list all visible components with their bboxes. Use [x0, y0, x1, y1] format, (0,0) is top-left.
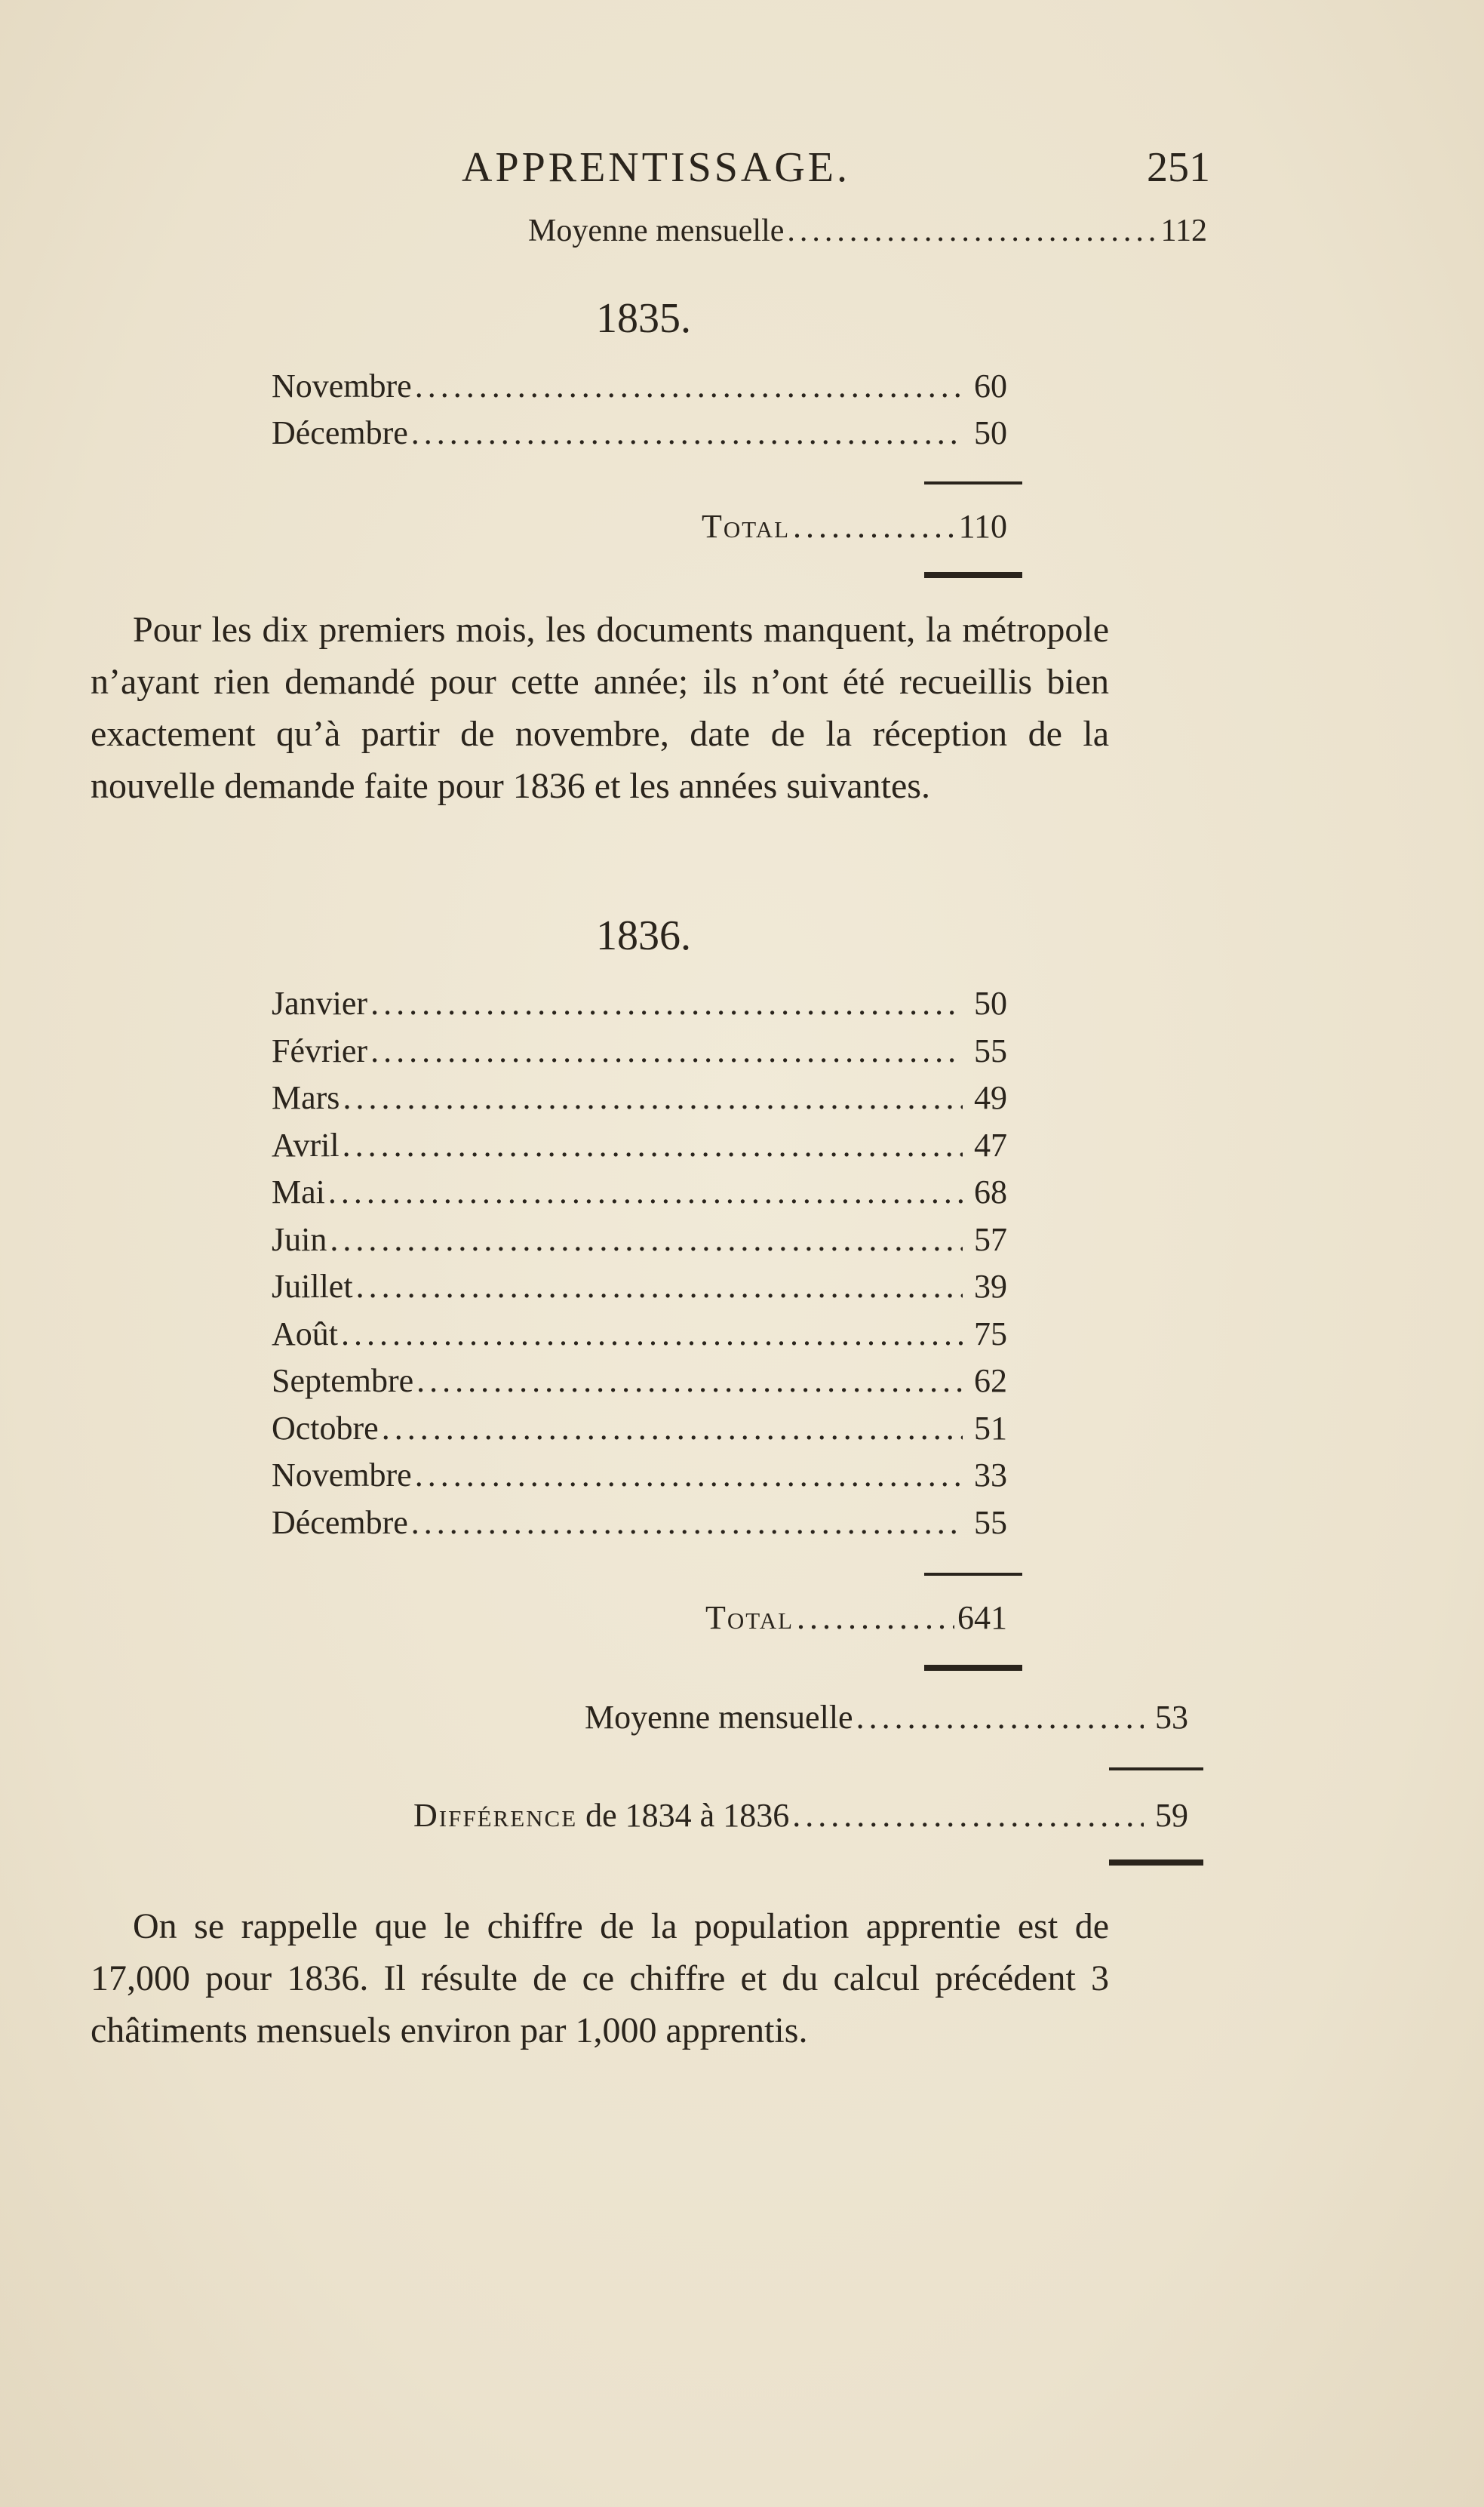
- year-heading-1836: 1836.: [596, 912, 691, 959]
- table-row: [272, 1503, 1007, 1549]
- table-row: [272, 1032, 1007, 1077]
- row-value: 55: [974, 1504, 1007, 1541]
- row-value: 68: [974, 1174, 1007, 1210]
- sum-rule: [924, 481, 1022, 484]
- total-row-1835: [702, 507, 1007, 552]
- table-row: [272, 1220, 1007, 1266]
- page-number: 251: [1147, 144, 1210, 191]
- row-label: Août: [272, 1315, 338, 1352]
- leader-dots: [787, 213, 1157, 249]
- leader-dots: [343, 1126, 963, 1164]
- leader-dots: [356, 1267, 963, 1306]
- paragraph-text: Pour les dix premiers mois, les documents manquent, la métropole n’ayant rien demandé pour cette année; ils n’ont été recueillis bien exactement qu’à partir de novembre, date de la réception de la nouvelle demande faite pour 1836 et les années suivantes.: [91, 610, 1109, 806]
- table-row: [272, 1456, 1007, 1501]
- table-row: [272, 414, 1007, 459]
- leader-dots: [415, 1456, 963, 1494]
- running-header-title: APPRENTISSAGE.: [462, 144, 850, 191]
- total-value: 110: [958, 508, 1007, 545]
- leader-dots: [411, 1503, 963, 1542]
- table-row: [272, 1315, 1007, 1360]
- leader-dots: [797, 1598, 954, 1637]
- row-value: 49: [974, 1079, 1007, 1116]
- total-row-1836: [705, 1598, 1007, 1644]
- average-value: 53: [1155, 1699, 1188, 1736]
- leader-dots: [792, 1796, 1144, 1835]
- total-label: Total: [705, 1599, 794, 1636]
- row-label: Septembre: [272, 1362, 414, 1399]
- row-label: Avril: [272, 1127, 340, 1164]
- row-value: 60: [974, 368, 1007, 405]
- leader-dots: [856, 1698, 1144, 1736]
- difference-label-rest: de 1834 à 1836: [585, 1797, 790, 1834]
- difference-value: 59: [1155, 1797, 1188, 1834]
- row-label: Mai: [272, 1174, 325, 1210]
- average-label: Moyenne mensuelle: [585, 1699, 853, 1736]
- row-value: 33: [974, 1457, 1007, 1493]
- row-value: 50: [974, 414, 1007, 451]
- paragraph-text: On se rappelle que le chiffre de la population apprentie est de 17,000 pour 1836. Il résulte de ce chiffre et du calcul précédent 3 châtiments mensuels environ par 1,000 apprentis.: [91, 1906, 1109, 2050]
- leader-dots: [341, 1315, 963, 1353]
- leader-dots: [793, 507, 956, 546]
- row-value: 51: [974, 1410, 1007, 1447]
- difference-row: [413, 1796, 1188, 1841]
- leader-dots: [343, 1078, 963, 1117]
- row-label: Janvier: [272, 985, 368, 1022]
- double-rule: [1109, 1859, 1203, 1866]
- leader-dots: [382, 1409, 963, 1447]
- row-label: Mars: [272, 1079, 340, 1116]
- row-value: 39: [974, 1268, 1007, 1305]
- row-label: Novembre: [272, 1457, 412, 1493]
- row-value: 75: [974, 1315, 1007, 1352]
- carryover-average-row: [528, 213, 1207, 258]
- double-rule: [924, 1665, 1022, 1671]
- year-heading-1835: 1835.: [596, 295, 691, 342]
- table-row: [272, 1173, 1007, 1218]
- table-row: [272, 1361, 1007, 1407]
- row-label: Octobre: [272, 1410, 379, 1447]
- table-row: [272, 1126, 1007, 1171]
- leader-dots: [415, 367, 963, 405]
- row-label: Novembre: [272, 368, 412, 405]
- difference-rule: [1109, 1767, 1203, 1770]
- carryover-average-label: Moyenne mensuelle: [528, 214, 785, 248]
- row-value: 50: [974, 985, 1007, 1022]
- row-label: Décembre: [272, 414, 408, 451]
- sum-rule: [924, 1573, 1022, 1576]
- row-label: Juillet: [272, 1268, 353, 1305]
- leader-dots: [330, 1220, 963, 1259]
- total-label: Total: [702, 508, 791, 545]
- row-label: Décembre: [272, 1504, 408, 1541]
- table-row: [272, 1409, 1007, 1454]
- row-value: 62: [974, 1362, 1007, 1399]
- table-row: [272, 1078, 1007, 1124]
- row-value: 57: [974, 1221, 1007, 1258]
- row-label: Février: [272, 1032, 368, 1069]
- row-value: 55: [974, 1032, 1007, 1069]
- leader-dots: [411, 414, 963, 452]
- difference-label-smallcaps: Différence: [413, 1797, 578, 1834]
- double-rule: [924, 572, 1022, 578]
- difference-label: [413, 1796, 789, 1835]
- carryover-average-value: 112: [1160, 214, 1207, 248]
- leader-dots: [370, 1032, 963, 1070]
- paragraph-population: [91, 1900, 1109, 2056]
- paragraph-missing-documents: [91, 604, 1109, 812]
- table-row: [272, 367, 1007, 412]
- table-row: [272, 1267, 1007, 1312]
- leader-dots: [370, 984, 963, 1023]
- leader-dots: [416, 1361, 963, 1400]
- row-value: 47: [974, 1127, 1007, 1164]
- total-value: 641: [957, 1599, 1007, 1636]
- average-row-1836: [585, 1698, 1188, 1743]
- row-label: Juin: [272, 1221, 327, 1258]
- leader-dots: [328, 1173, 963, 1211]
- table-row: [272, 984, 1007, 1029]
